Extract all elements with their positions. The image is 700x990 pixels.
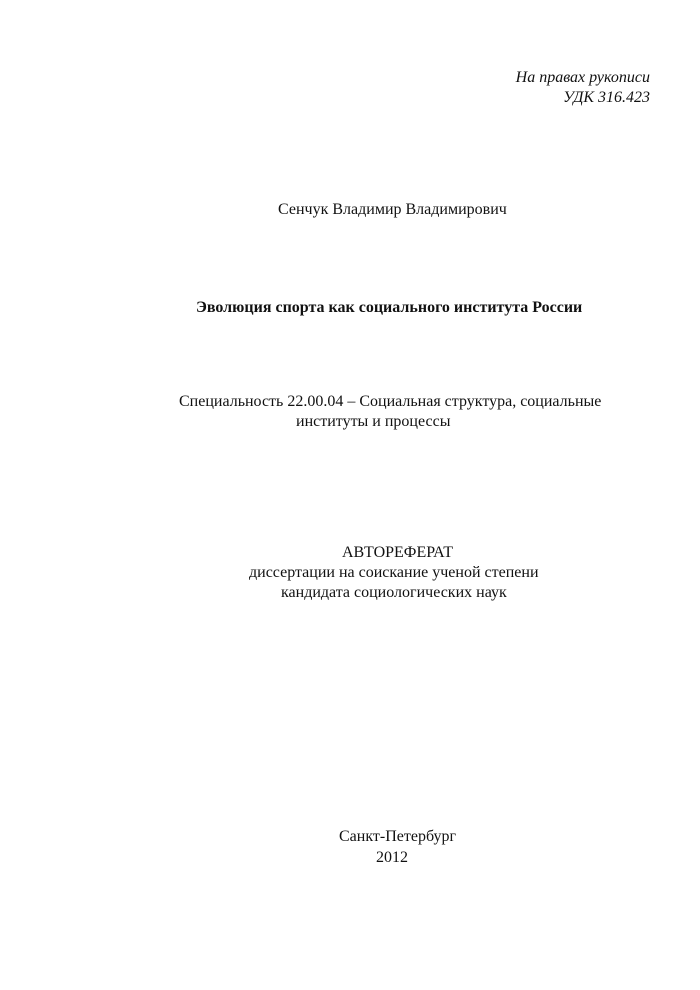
abstract-heading: АВТОРЕФЕРАТ xyxy=(342,544,453,561)
author-name: Сенчук Владимир Владимирович xyxy=(278,201,507,218)
abstract-line-3: кандидата социологических наук xyxy=(281,584,507,601)
manuscript-rights-note: На правах рукописи xyxy=(515,69,650,86)
dissertation-title: Эволюция спорта как социального института России xyxy=(196,299,583,316)
udc-code: УДК 316.423 xyxy=(563,89,650,106)
city: Санкт-Петербург xyxy=(339,828,457,845)
abstract-line-2: диссертации на соискание ученой степени xyxy=(249,564,539,581)
specialty-line-2: институты и процессы xyxy=(296,413,451,430)
specialty-line-1: Специальность 22.00.04 – Социальная структура, социальные xyxy=(179,393,602,410)
year: 2012 xyxy=(376,849,408,866)
